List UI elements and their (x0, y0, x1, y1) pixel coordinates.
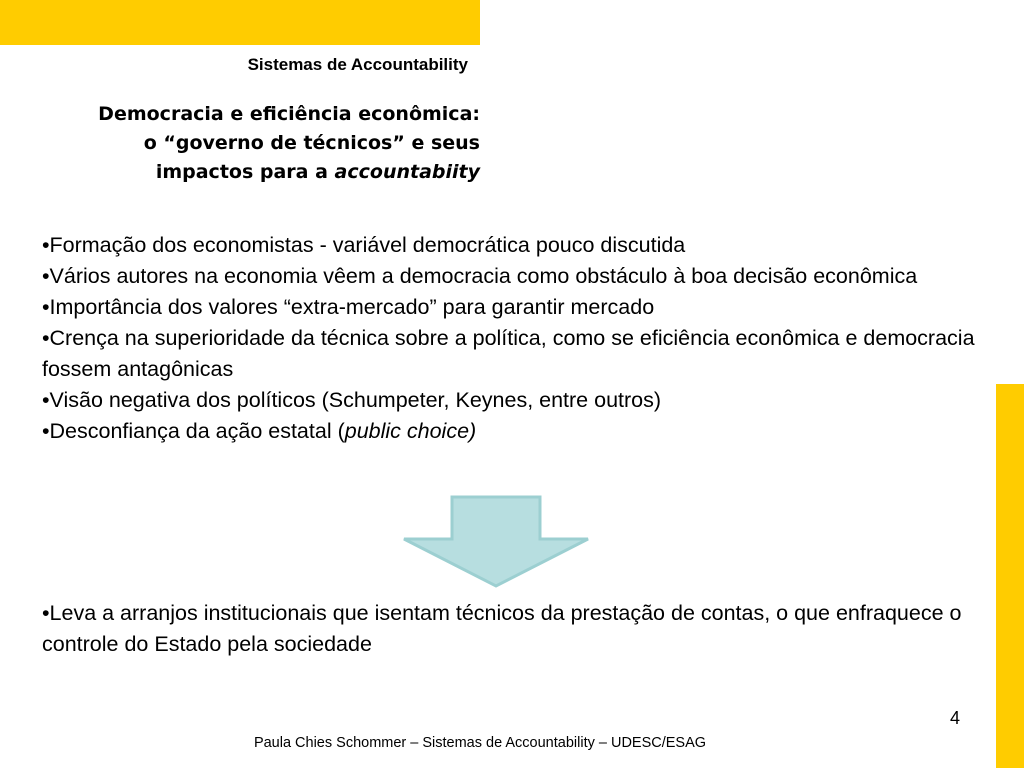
footer-text: Paula Chies Schommer – Sistemas de Accountability – UDESC/ESAG (253, 735, 707, 751)
title-line-3 (98, 158, 480, 187)
bullet-item: •Vários autores na economia vêem a democracia como obstáculo à boa decisão econômica (42, 264, 918, 288)
top-accent-bar (0, 0, 480, 45)
title-line-2: o “governo de técnicos” e seus (143, 132, 480, 154)
bullet-item (42, 416, 982, 447)
bullet-italic: public choice) (344, 419, 477, 443)
bullet-item: •Visão negativa dos políticos (Schumpeter, Keynes, entre outros) (42, 388, 662, 412)
page-number: 4 (950, 708, 961, 728)
bullet-list (42, 230, 982, 447)
title-line-1: Democracia e eficiência econômica: (98, 103, 480, 125)
arrow-shape (404, 497, 588, 586)
side-accent-bar (996, 384, 1024, 768)
down-arrow-icon (402, 494, 592, 590)
bullet-item: •Formação dos economistas - variável democrática pouco discutida (42, 233, 686, 257)
bullet-item: •Crença na superioridade da técnica sobre a política, como se eficiência econômica e democracia fossem antagônicas (42, 326, 975, 381)
bullet-item: •Importância dos valores “extra-mercado” para garantir mercado (42, 295, 655, 319)
title-line-3-text: impactos para a (155, 161, 335, 183)
slide-subtitle: Sistemas de Accountability (247, 55, 468, 74)
bullet-text: •Desconfiança da ação estatal ( (42, 419, 345, 443)
title-line-3-italic: accountabiity (334, 161, 480, 183)
conclusion-text: •Leva a arranjos institucionais que isentam técnicos da prestação de contas, o que enfraquece o controle do Estado pela sociedade (42, 601, 962, 656)
slide-title (98, 100, 480, 187)
